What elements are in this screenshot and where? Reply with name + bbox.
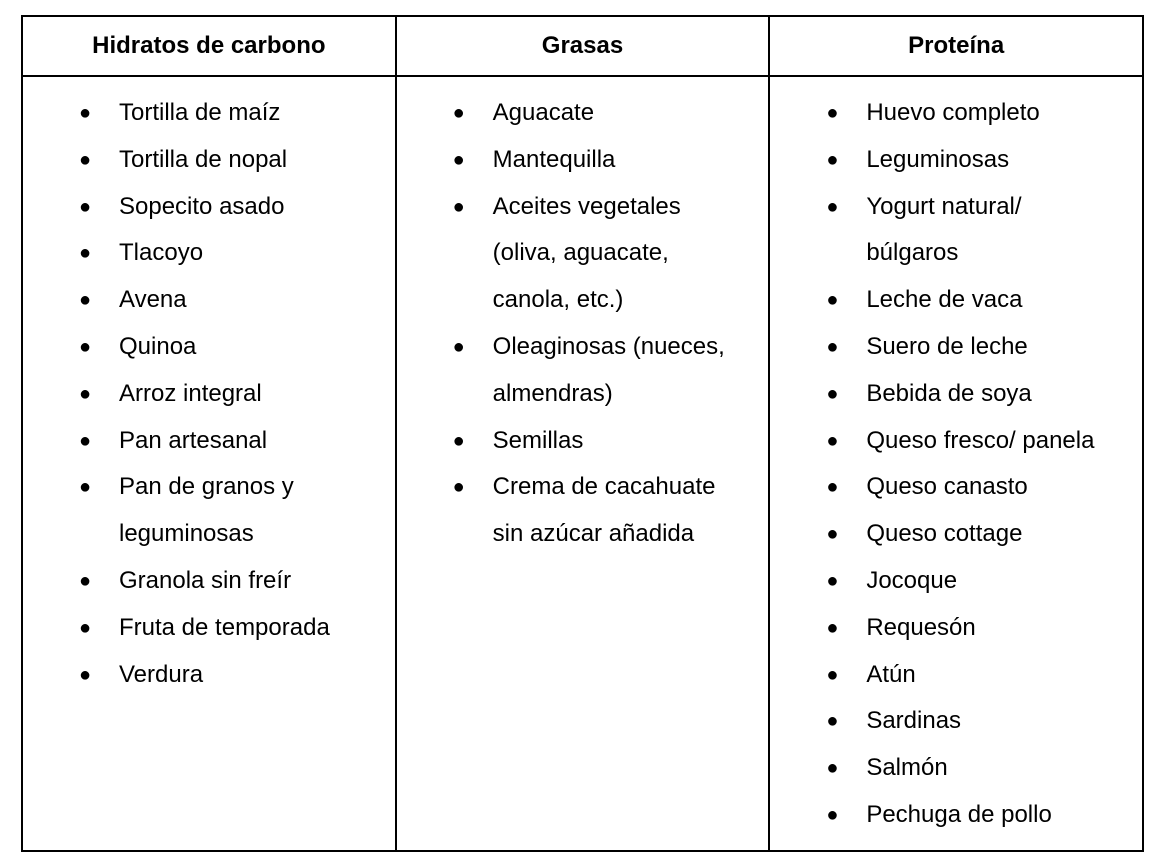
list-item: [770, 652, 1142, 699]
bullet-icon: ●: [79, 429, 92, 452]
list-item: [397, 90, 769, 137]
list-item: [770, 371, 1142, 418]
bullet-icon: ●: [826, 148, 839, 171]
list-item: [23, 230, 395, 277]
list-item-text: Leguminosas: [866, 145, 1010, 173]
bullet-icon: ●: [79, 148, 92, 171]
list-item-text: Arroz integral: [119, 379, 262, 407]
bullet-icon: ●: [79, 616, 92, 639]
list-item: [770, 464, 1142, 511]
list-item-text: Queso fresco/ panela: [866, 426, 1095, 454]
list-item: [397, 324, 769, 418]
bullet-icon: ●: [826, 102, 839, 124]
bullet-icon: ●: [452, 476, 465, 499]
list-item-text: Aceites vegetales (oliva, aguacate, canola, etc.): [492, 192, 681, 314]
bullet-icon: ●: [826, 663, 839, 686]
list-item: [770, 184, 1142, 278]
bullet-icon: ●: [826, 195, 839, 218]
bullet-icon: ●: [826, 803, 839, 826]
header-carbohydrates: Hidratos de carbono: [22, 16, 396, 76]
list-item: [770, 745, 1142, 792]
list-item: [397, 418, 769, 465]
list-item: [23, 464, 395, 558]
bullet-icon: ●: [79, 476, 92, 499]
list-item: [770, 511, 1142, 558]
bullet-icon: ●: [79, 102, 92, 124]
bullet-icon: ●: [826, 382, 839, 405]
list-item-text: Tlacoyo: [119, 239, 204, 267]
food-groups-table: [21, 15, 1144, 852]
bullet-icon: ●: [826, 429, 839, 452]
list-item-text: Sardinas: [866, 707, 962, 735]
list-item-text: Fruta de temporada: [119, 613, 330, 641]
list-item: [770, 324, 1142, 371]
list-item-text: Requesón: [866, 613, 976, 641]
bullet-icon: ●: [452, 148, 465, 171]
list-item: [397, 137, 769, 184]
list-item-text: Atún: [866, 660, 916, 688]
bullet-icon: ●: [452, 195, 465, 218]
list-item-text: Queso canasto: [866, 473, 1028, 501]
bullet-icon: ●: [79, 382, 92, 405]
bullet-icon: ●: [452, 102, 465, 124]
list-item: [23, 324, 395, 371]
fats-list: [397, 77, 769, 558]
bullet-icon: ●: [452, 335, 465, 358]
list-item-text: Aguacate: [492, 99, 595, 126]
header-fats: Grasas: [396, 16, 770, 76]
list-item-text: Yogurt natural/ búlgaros: [866, 192, 1022, 267]
bullet-icon: ●: [826, 569, 839, 592]
bullet-icon: ●: [79, 289, 92, 312]
list-item-text: Jocoque: [866, 566, 958, 594]
bullet-icon: ●: [452, 429, 465, 452]
list-item-text: Pechuga de pollo: [866, 800, 1052, 828]
list-item-text: Tortilla de maíz: [119, 99, 281, 126]
list-item-text: Sopecito asado: [119, 192, 285, 220]
list-item-text: Bebida de soya: [866, 379, 1032, 407]
list-item-text: Suero de leche: [866, 332, 1028, 360]
list-item: [770, 277, 1142, 324]
list-item-text: Verdura: [119, 660, 204, 688]
carbohydrates-cell: [22, 76, 396, 851]
protein-list: [770, 77, 1142, 839]
list-item: [770, 90, 1142, 137]
list-item: [23, 652, 395, 699]
list-item-text: Pan de granos y leguminosas: [119, 473, 294, 548]
list-item: [770, 137, 1142, 184]
protein-cell: [769, 76, 1143, 851]
bullet-icon: ●: [826, 335, 839, 358]
list-item-text: Salmón: [866, 754, 948, 782]
list-item-text: Leche de vaca: [866, 286, 1023, 314]
list-item: [23, 90, 395, 137]
bullet-icon: ●: [826, 476, 839, 499]
header-protein: Proteína: [769, 16, 1143, 76]
list-item-text: Avena: [119, 286, 187, 314]
list-item: [23, 277, 395, 324]
list-item-text: Queso cottage: [866, 520, 1023, 548]
header-row: [22, 16, 1143, 76]
fats-cell: [396, 76, 770, 851]
content-row: [22, 76, 1143, 851]
list-item: [23, 137, 395, 184]
list-item-text: Crema de cacahuate sin azúcar añadida: [492, 473, 716, 548]
list-item-text: Tortilla de nopal: [119, 145, 288, 173]
list-item-text: Semillas: [492, 426, 584, 454]
bullet-icon: ●: [79, 569, 92, 592]
bullet-icon: ●: [826, 710, 839, 733]
list-item: [770, 558, 1142, 605]
list-item: [23, 418, 395, 465]
bullet-icon: ●: [826, 757, 839, 780]
list-item-text: Oleaginosas (nueces, almendras): [492, 332, 725, 407]
list-item: [397, 464, 769, 558]
bullet-icon: ●: [79, 242, 92, 265]
list-item: [770, 698, 1142, 745]
list-item: [770, 792, 1142, 839]
list-item: [770, 418, 1142, 465]
list-item: [397, 184, 769, 324]
bullet-icon: ●: [826, 523, 839, 546]
list-item-text: Granola sin freír: [119, 566, 292, 594]
list-item: [770, 605, 1142, 652]
list-item: [23, 371, 395, 418]
list-item-text: Pan artesanal: [119, 426, 268, 454]
bullet-icon: ●: [826, 289, 839, 312]
list-item-text: Huevo completo: [866, 99, 1040, 126]
bullet-icon: ●: [79, 335, 92, 358]
bullet-icon: ●: [826, 616, 839, 639]
list-item: [23, 184, 395, 231]
list-item: [23, 558, 395, 605]
bullet-icon: ●: [79, 195, 92, 218]
list-item-text: Quinoa: [119, 332, 197, 360]
list-item-text: Mantequilla: [492, 145, 616, 173]
list-item: [23, 605, 395, 652]
carbohydrates-list: [23, 77, 395, 698]
bullet-icon: ●: [79, 663, 92, 686]
